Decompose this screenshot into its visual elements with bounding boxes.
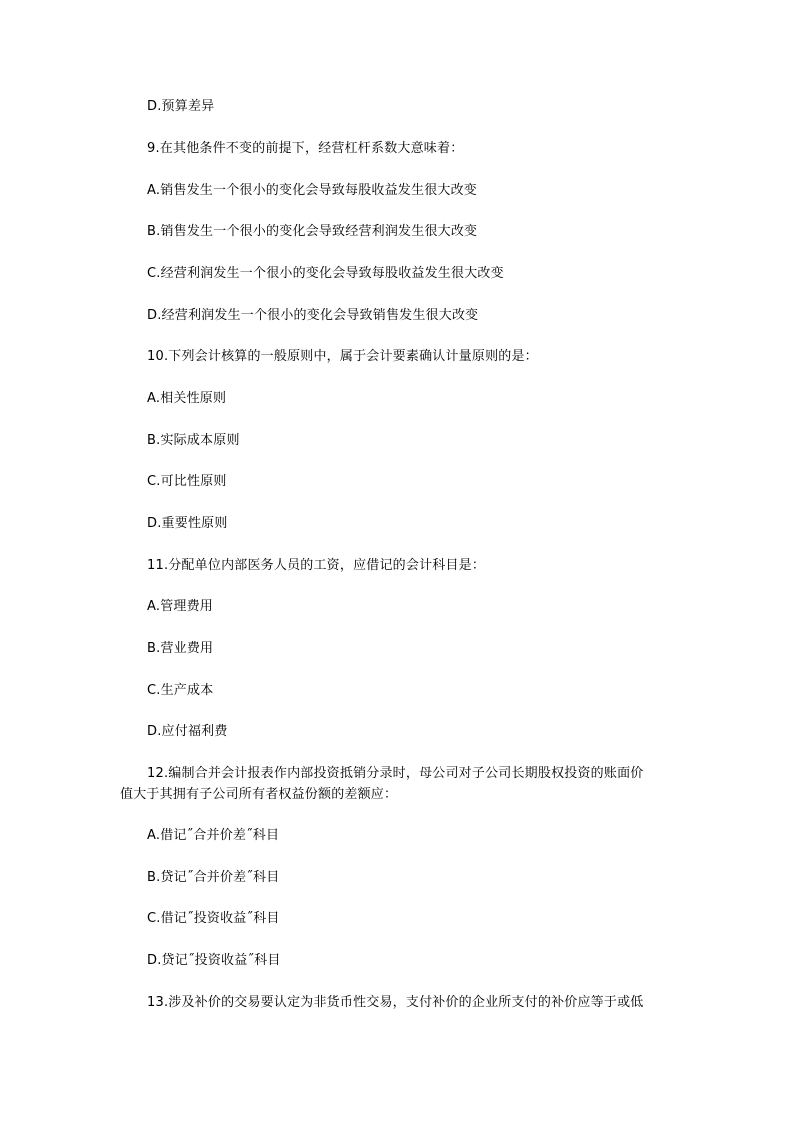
q11-option-d: D.应付福利费	[147, 724, 228, 739]
q12-option-b: B.贷记˝合并价差˝科目	[147, 870, 280, 885]
q9-option-d: D.经营利润发生一个很小的变化会导致销售发生很大改变	[147, 308, 479, 323]
q10-option-d: D.重要性原则	[147, 516, 228, 531]
q11-option-b: B.营业费用	[147, 641, 214, 656]
q12-option-c: C.借记˝投资收益˝科目	[147, 911, 280, 926]
q9-question: 9.在其他条件不变的前提下，经营杠杆系数大意味着：	[147, 141, 464, 156]
q8-option-d: D.预算差异	[147, 99, 215, 114]
q13-question-line1: 13.涉及补价的交易要认定为非货币性交易，支付补价的企业所支付的补价应等于或低	[147, 995, 644, 1010]
q10-option-c: C.可比性原则	[147, 474, 227, 489]
q12-option-d: D.贷记˝投资收益˝科目	[147, 953, 281, 968]
q12-option-a: A.借记˝合并价差˝科目	[147, 828, 280, 843]
q11-option-a: A.管理费用	[147, 599, 213, 614]
q10-option-a: A.相关性原则	[147, 391, 227, 406]
q9-option-a: A.销售发生一个很小的变化会导致每股收益发生很大改变	[147, 183, 477, 198]
q9-option-b: B.销售发生一个很小的变化会导致经营利润发生很大改变	[147, 224, 478, 239]
q9-option-c: C.经营利润发生一个很小的变化会导致每股收益发生很大改变	[147, 266, 504, 281]
q11-option-c: C.生产成本	[147, 683, 214, 698]
q10-option-b: B.实际成本原则	[147, 433, 240, 448]
q10-question: 10.下列会计核算的一般原则中，属于会计要素确认计量原则的是：	[147, 349, 538, 364]
q12-question-line2: 值大于其拥有子公司所有者权益份额的差额应：	[120, 787, 398, 802]
q11-question: 11.分配单位内部医务人员的工资，应借记的会计科目是：	[147, 558, 486, 573]
q12-question-line1: 12.编制合并会计报表作内部投资抵销分录时，母公司对子公司长期股权投资的账面价	[147, 766, 644, 781]
